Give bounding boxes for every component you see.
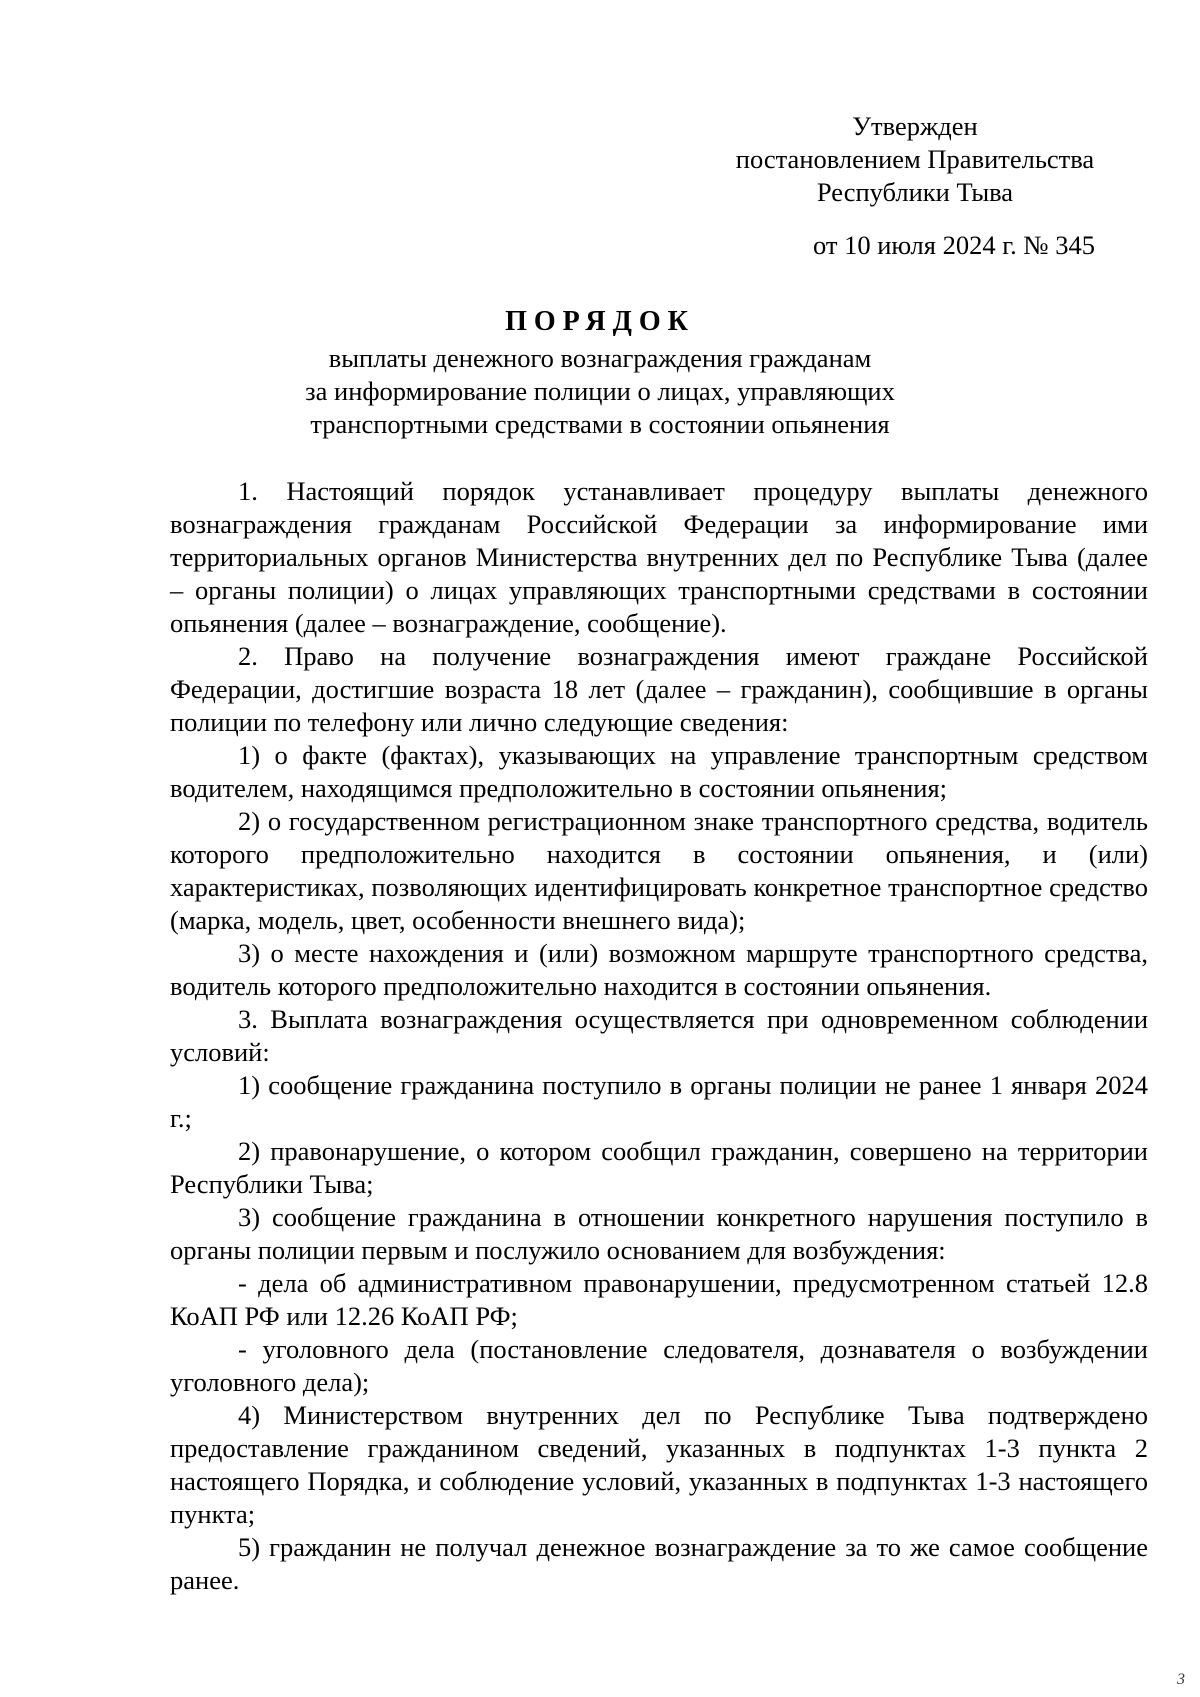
paragraph-3-item-5: 5) гражданин не получал денежное вознаграждение за то же самое сообщение ранее. [170,1532,1148,1595]
paragraph-3-item-3: 3) сообщение гражданина в отношении конкретного нарушения поступило в органы полиции первым и послужило основанием для возбуждения: [170,1202,1148,1265]
paragraph-2: 2. Право на получение вознаграждения имеют граждане Российской Федерации, достигшие возраста 18 лет (далее – гражданин), сообщившие в органы полиции по телефону или лично следующие сведения: [170,641,1148,737]
approval-line-approved: Утвержден [852,111,978,141]
document-subtitle [200,342,1000,441]
paragraph-3: 3. Выплата вознаграждения осуществляется при одновременном соблюдении условий: [170,1004,1148,1067]
document-body [170,475,1148,1597]
paragraph-2-item-3: 3) о месте нахождения и (или) возможном маршруте транспортного средства, водитель которого предположительно находится в состоянии опьянения. [170,938,1148,1001]
subtitle-line: выплаты денежного вознаграждения гражданам [328,343,872,373]
paragraph-2-item-2: 2) о государственном регистрационном знаке транспортного средства, водитель которого предположительно находится в состоянии опьянения, и (или) характеристиках, позволяющих идентифицировать конкретное транспортное средство (марка, модель, цвет, особенности внешнего вида); [170,806,1148,935]
paragraph-3-item-4: 4) Министерством внутренних дел по Республике Тыва подтверждено предоставление гражданином сведений, указанных в подпунктах 1-3 пункта 2 настоящего Порядка, и соблюдение условий, указанных в подпунктах 1-3 настоящего пункта; [170,1400,1148,1529]
approval-line-resolution: постановлением Правительства [735,144,1095,174]
paragraph-3-item-3-dash-1: - дела об административном правонарушении, предусмотренном статьей 12.8 КоАП РФ или 12.26 КоАП РФ; [170,1268,1148,1331]
approval-date: от 10 июля 2024 г. № 345 [812,230,1095,260]
document-title: ПОРЯДОК [505,306,695,337]
subtitle-line: транспортными средствами в состоянии опьянения [310,409,890,439]
paragraph-3-item-1: 1) сообщение гражданина поступило в органы полиции не ранее 1 января 2024 г.; [170,1070,1148,1133]
page-corner-mark: 3 [1177,1671,1185,1688]
paragraph-3-item-3-dash-2: - уголовного дела (постановление следователя, дознавателя о возбуждении уголовного дела); [170,1334,1148,1397]
paragraph-3-item-2: 2) правонарушение, о котором сообщил гражданин, совершено на территории Республики Тыва; [170,1136,1148,1199]
approval-stamp [700,110,1130,262]
paragraph-2-item-1: 1) о факте (фактах), указывающих на управление транспортным средством водителем, находящимся предположительно в состоянии опьянения; [170,740,1148,803]
paragraph-1: 1. Настоящий порядок устанавливает процедуру выплаты денежного вознаграждения гражданам Российской Федерации за информирование ими территориальных органов Министерства внутренних дел по Республике Тыва (далее – органы полиции) о лицах управляющих транспортными средствами в состоянии опьянения (далее – вознаграждение, сообщение). [170,476,1148,638]
subtitle-line: за информирование полиции о лицах, управляющих [305,376,895,406]
approval-line-republic: Республики Тыва [816,177,1014,207]
